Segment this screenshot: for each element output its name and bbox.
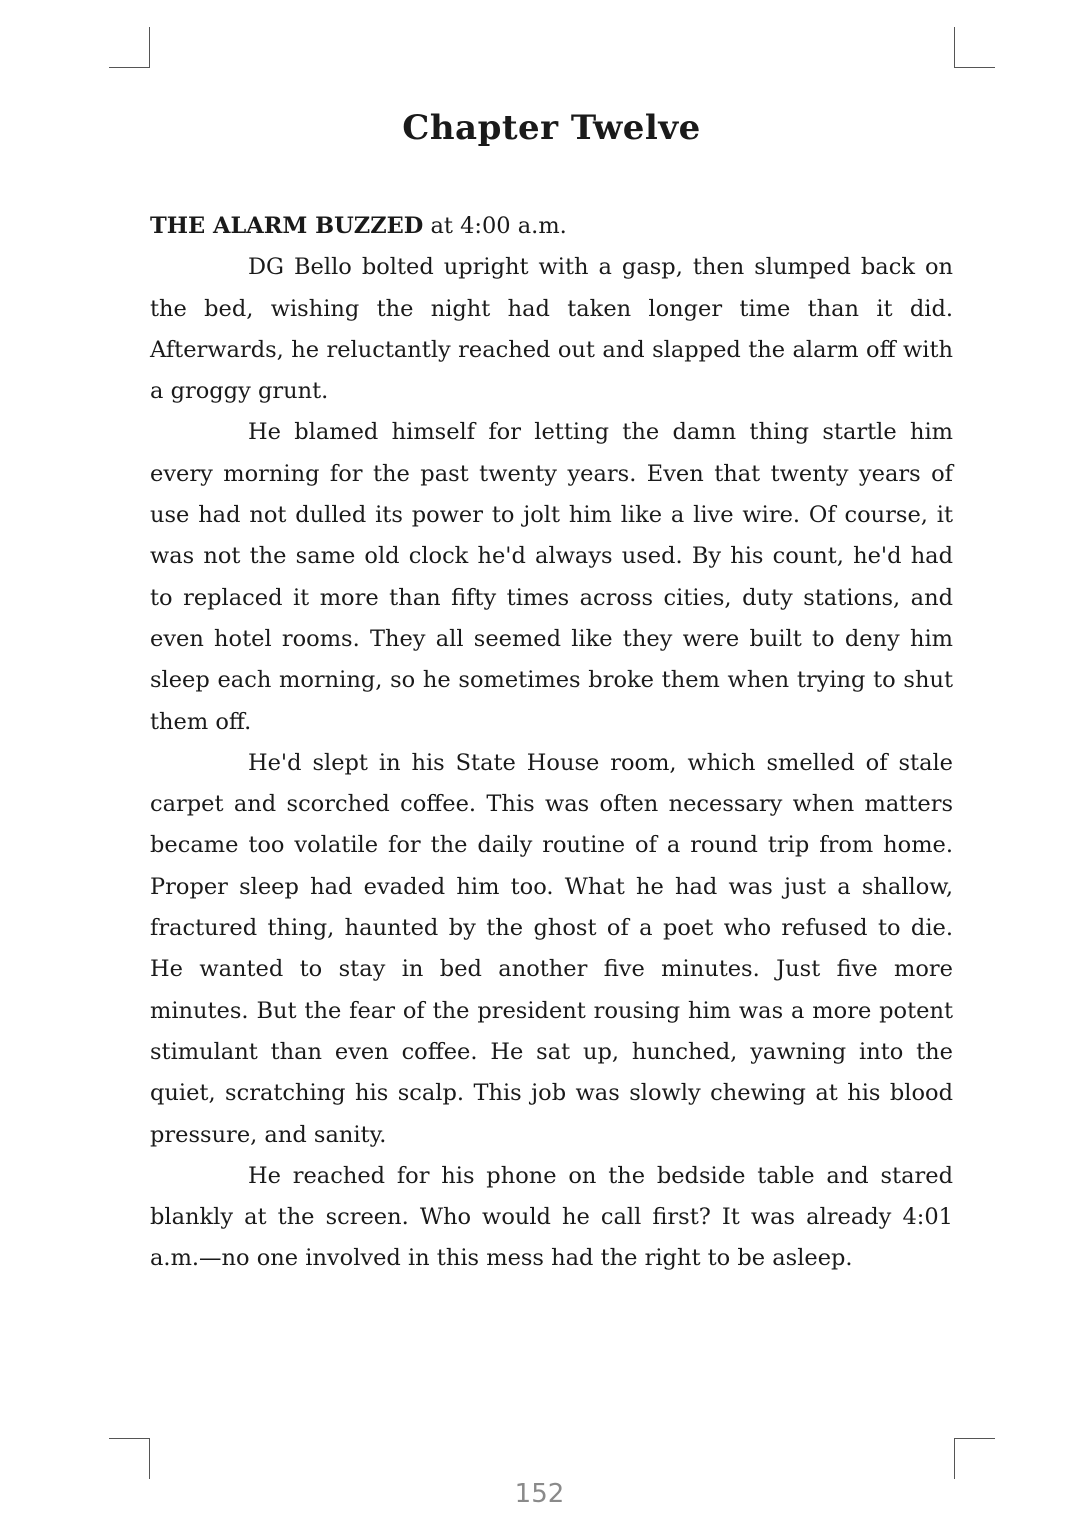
chapter-title: Chapter Twelve <box>402 108 701 148</box>
paragraph-1: DG Bello bolted upright with a gasp, then slumped back on the bed, wishing the night had taken longer time than it did. Afterwards, he reluctantly reached out and slapped the alarm off with a groggy grunt. <box>150 254 953 405</box>
paragraph-2: He blamed himself for letting the damn thing startle him every morning for the past twenty years. Even that twenty years of use had not dulled its power to jolt him like a live wire. Of course, it was not the same old clock he'd always used. By his count, he'd had to replaced it more than fifty times across cities, duty stations, and even hotel rooms. They all seemed like they were built to deny him sleep each morning, so he sometimes broke them when trying to shut them off. <box>150 419 953 735</box>
opening-lead: THE ALARM BUZZED <box>150 213 424 239</box>
body-text <box>150 206 953 1280</box>
page-number: 152 <box>514 1479 565 1509</box>
crop-mark-top-right <box>954 27 995 68</box>
crop-mark-bottom-right <box>954 1438 995 1479</box>
opening-line <box>150 206 953 247</box>
paragraph-3: He'd slept in his State House room, which smelled of stale carpet and scorched coffee. This was often necessary when matters became too volatile for the daily routine of a round trip from home. Proper sleep had evaded him too. What he had was just a shallow, fractured thing, haunted by the ghost of a poet who refused to die. He wanted to stay in bed another five minutes. Just five more minutes. But the fear of the president rousing him was a more potent stimulant than even coffee. He sat up, hunched, yawning into the quiet, scratching his scalp. This job was slowly chewing at his blood pressure, and sanity. <box>150 749 953 1148</box>
crop-mark-bottom-left <box>109 1438 150 1479</box>
paragraph-4: He reached for his phone on the bedside table and stared blankly at the screen. Who would he call first? It was already 4:01 a.m.—no one involved in this mess had the right to be asleep. <box>150 1162 953 1272</box>
crop-mark-top-left <box>109 27 150 68</box>
opening-rest: at 4:00 a.m. <box>423 213 567 239</box>
